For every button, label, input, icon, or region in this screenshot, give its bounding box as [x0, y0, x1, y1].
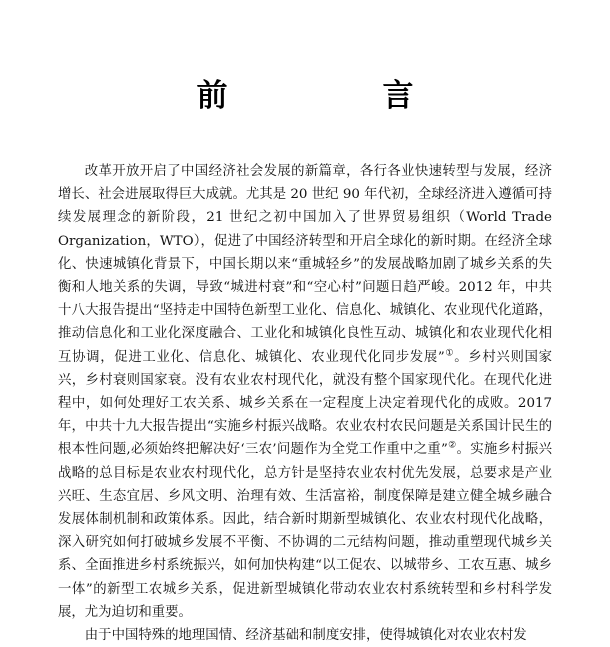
footnote-marker[interactable]: ②: [447, 440, 457, 451]
paragraph-text: 改革开放开启了中国经济社会发展的新篇章，各行各业快速转型与发展，经济增长、社会进展取得巨大成就。尤其是 20 世纪 90 年代初，全球经济进入遵循可持续发展理念的新阶段，21 世纪之初中国加入了世界贸易组织（World Trade Organization，WTO），促进了中国经济转型和开启全球化的新时期。在经济全球化、快速城镇化背景下，中国长期以来“重城轻乡”的发展战略加剧了城乡关系的失衡和人地关系的失调，导致“城进村衰”和“空心村”问题日趋严峻。2012 年，中共十八大报告提出“坚持走中国特色新型工业化、信息化、城镇化、农业现代化道路，推动信息化和工业化深度融合、工业化和城镇化良性互动、城镇化和农业现代化相互协调，促进工业化、信息化、城镇化、农业现代化同步发展”: [58, 164, 552, 365]
body-text: [58, 160, 552, 647]
page-title: 前 言: [196, 78, 476, 114]
paragraph-text: 。实施乡村振兴战略的总目标是农业农村现代化，总方针是坚持农业农村优先发展，总要求是产业兴旺、生态宜居、乡风文明、治理有效、生活富裕，制度保障是建立健全城乡融合发展体制机制和政策体系。因此，结合新时期新型城镇化、农业农村现代化战略，深入研究如何打破城乡发展不平衡、不协调的二元结构问题，推动重塑现代城乡关系、全面推进乡村系统振兴，如何加快构建“以工促农、以城带乡、工农互惠、城乡一体”的新型工农城乡关系，促进新型城镇化带动农业农村系统转型和乡村科学发展，尤为迫切和重要。: [58, 442, 552, 620]
paragraph-2: [58, 624, 552, 647]
paragraph-text: 。乡村兴则国家兴，乡村衰则国家衰。没有农业农村现代化，就没有整个国家现代化。在现代化进程中，如何处理好工农关系、城乡关系在一定程度上决定着现代化的成败。2017 年，中共十九大报告提出“实施乡村振兴战略。农业农村农民问题是关系国计民生的根本性问题,必须始终把解决好‘三农’问题作为全党工作重中之重”: [58, 349, 553, 458]
paragraph-1: [58, 160, 552, 624]
paragraph-text: 由于中国特殊的地理国情、经济基础和制度安排，使得城镇化对农业农村发: [84, 628, 527, 644]
footnote-marker[interactable]: ①: [444, 348, 455, 359]
